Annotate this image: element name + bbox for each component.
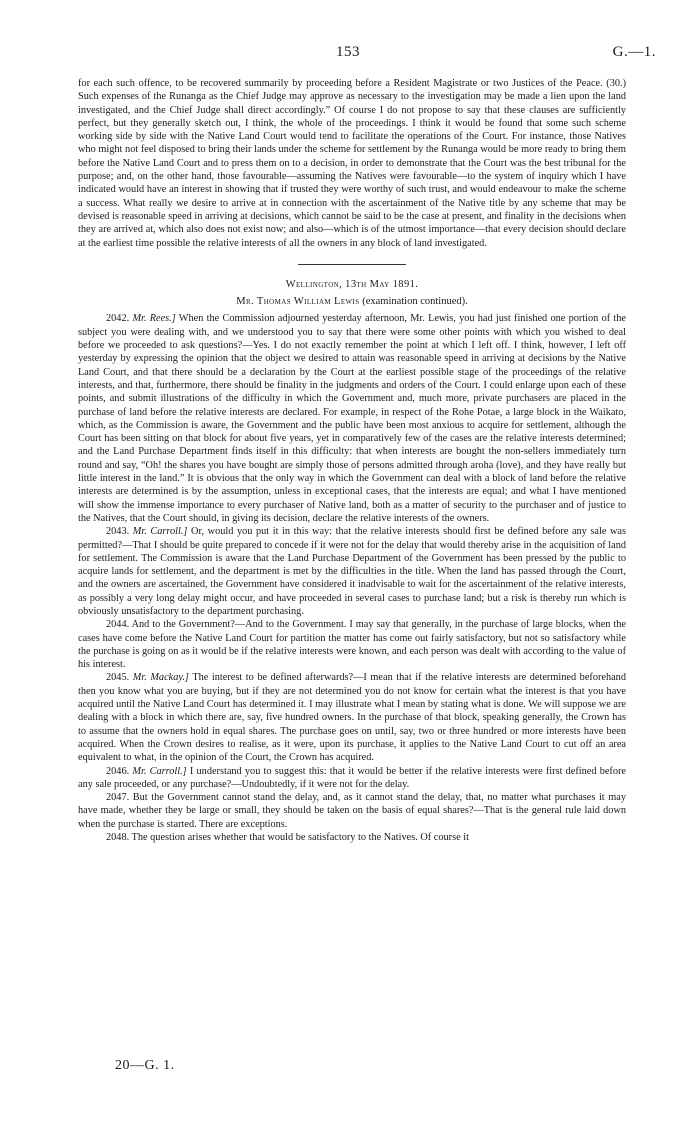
question-2042 <box>78 312 626 525</box>
question-text: And to the Government?—And to the Government. I may say that generally, in the purchase of large blocks, when the cases have come before the Native Land Court for partition the matter has come out fairly satisfactory, but not so satisfactory while the purchase is going on as it would be if the relative interests were known, and each person was dealt with according to the value of his interest. <box>78 619 626 671</box>
questioner: Mr. Carroll.] <box>132 526 188 538</box>
question-text: I understand you to suggest this: that it would be better if the relative interests were first defined before any sale proceeded, or any purchase?—Undoubtedly, if it were not for the delay. <box>78 765 627 790</box>
question-2048 <box>78 831 626 844</box>
page-header <box>0 44 700 66</box>
document-reference: G.—1. <box>612 44 656 60</box>
page-number: 153 <box>336 44 360 60</box>
intro-paragraph: for each such offence, to be recovered summarily by proceeding before a Resident Magistrate or two Justices of the Peace. (30.) Such expenses of the Runanga as the Chief Judge may approve as necessary to the investigation may be made a lien upon the land investigated, and the Chief Judge shall direct accordingly.” Of course I do not propose to say that these clauses are sufficiently perfect, but they generally sketch out, I think, the whole of the proceedings. I think it would be found that some such scheme working side by side with the Native Land Court would tend to facilitate the operations of the Court. For instance, those Natives who might not feel disposed to bring their lands under the scheme for settlement by the Runanga would be more ready to bring them before the Native Land Court and to press them on to a decision, in order to demonstrate that the Court was the best tribunal for the purpose; and, on the other hand, those favourable—assuming the Natives were favourable—to the system of inquiry which I have indicated would have an interest in showing that if trusted they were worthy of such trust, and would endeavour to make the scheme a success. What really we desire to arrive at in connection with the ascertainment of the Native title by any scheme that may be devised is reasonable speed in arriving at decisions, which cannot be said to be the case at present, and finality in the decisions when they are arrived at, which also does not exist now; and also—which is of the utmost importance—that every decision should declare at the earliest time possible the relative interests of all the owners in any block of land investigated. <box>78 78 626 249</box>
questioner: Mr. Mackay.] <box>132 672 189 684</box>
signature-mark: 20—G. 1. <box>115 1058 175 1073</box>
session-date: Wellington, 13th May 1891. <box>285 278 419 290</box>
question-number: 2045. <box>106 672 130 684</box>
witness-title: Mr. Thomas William Lewis <box>236 296 360 308</box>
page-body <box>78 77 626 844</box>
questioner: Mr. Rees.] <box>132 313 176 325</box>
question-2043 <box>78 525 626 618</box>
witness-note: (examination continued). <box>362 296 468 308</box>
question-2044 <box>78 618 626 671</box>
question-text: Or, would you put it in this way: that the relative interests should first be defined before any sale was permitted?—That I should be quite prepared to concede if it were not for the delay that would thereby arise in the acquisition of land for settlement. The Commission is aware that the Land Purchase Department of the Government has been pressed by the public to acquire lands for settlement, and the department is met by the difficulties in the title. When the land has passed through the Court, and the owners are ascertained, the Government have considered it inadvisable to wait for the ascertainment of the relative interests, as possibly a very long delay might occur, and have proceeded in several cases to purchase land; but a risk is thereby run which is obviously unsatisfactory to the department purchasing. <box>78 526 626 617</box>
question-number: 2048. <box>106 832 130 844</box>
question-text: The interest to be defined afterwards?—I mean that if the relative interests are determined beforehand then you know what you are buying, but if they are not determined you do not know for certain what the interest is that you have acquired until the Native Land Court has determined it. I may illustrate what I mean by stating what is done. We will suppose we are dealing with a block in which there are, say, five hundred owners. In the purchase of that block, speaking generally, the Crown has to assume that the owners hold in equal shares. The purchase goes on until, say, two or three hundred or more interests have been acquired. When the Crown desires to realise, as it were, upon its purchase, it applies to the Native Land Court to cut off an area equivalent to what, in the opinion of the Court, the Crown has acquired. <box>78 672 626 764</box>
witness-heading <box>78 295 626 308</box>
question-number: 2043. <box>106 526 130 538</box>
question-number: 2046. <box>106 765 130 777</box>
question-text: But the Government cannot stand the delay, and, as it cannot stand the delay, that, no matter what purchases it may have made, whether they be large or small, they should be taken on the basis of equal shares?—That is the general rule laid down when the purchase is started. There are exceptions. <box>78 792 626 830</box>
section-divider <box>298 264 406 265</box>
question-number: 2047. <box>106 792 130 804</box>
question-number: 2042. <box>106 313 130 325</box>
question-2045 <box>78 671 626 764</box>
question-number: 2044. <box>106 619 130 631</box>
questioner: Mr. Carroll.] <box>132 765 187 777</box>
question-text: The question arises whether that would be satisfactory to the Natives. Of course it <box>129 832 469 844</box>
question-text: When the Commission adjourned yesterday afternoon, Mr. Lewis, you had just finished one portion of the subject you were dealing with, and we understood you to say that there were some other points with which you wished to deal before we proceeded to ask questions?—Yes. I do not exactly remember the point at which I left off. I think, however, I left off yesterday by expressing the opinion that the object we desired to attain was reasonable speed in arriving at decisions by the Native Land Court, and that there should be a declaration by the Court at the earliest possible stage of the proceedings of the relative interests, and that, furthermore, there should be finality in the judgments and orders of the Court. I could enlarge upon each of these points, and submit illustrations of the difficulty in which the Government and, much more, private purchasers are placed in the purchase of land before the relative interests are declared. For example, in respect of the Rohe Potae, a large block in the Waikato, which, as the Commission is aware, the Government and the public have been most anxious to acquire for settlement, although the Court has been sitting on that block for about five years, yet in comparatively few of the cases are the relative interests determined; and the Land Purchase Department finds itself in this difficulty: that when interests are bought the non-sellers immediately turn round and say, “Oh! the shares you have bought are simply those of persons admitted through aroha (love), and they have really but little interest in the land.” It is obvious that the only way in which the Government can deal with a block of land before the relative interests are determined is by the assumption, unless in exceptional cases, that the interests are equal; and what I have mentioned will show the immense importance to every purchaser of Native land, both as a matter of security to the purchaser and of justice to the Natives, that the Court should, in giving its decision, declare the relative interests of the owners. <box>78 313 626 524</box>
question-2046 <box>78 765 626 792</box>
question-2047 <box>78 791 626 831</box>
